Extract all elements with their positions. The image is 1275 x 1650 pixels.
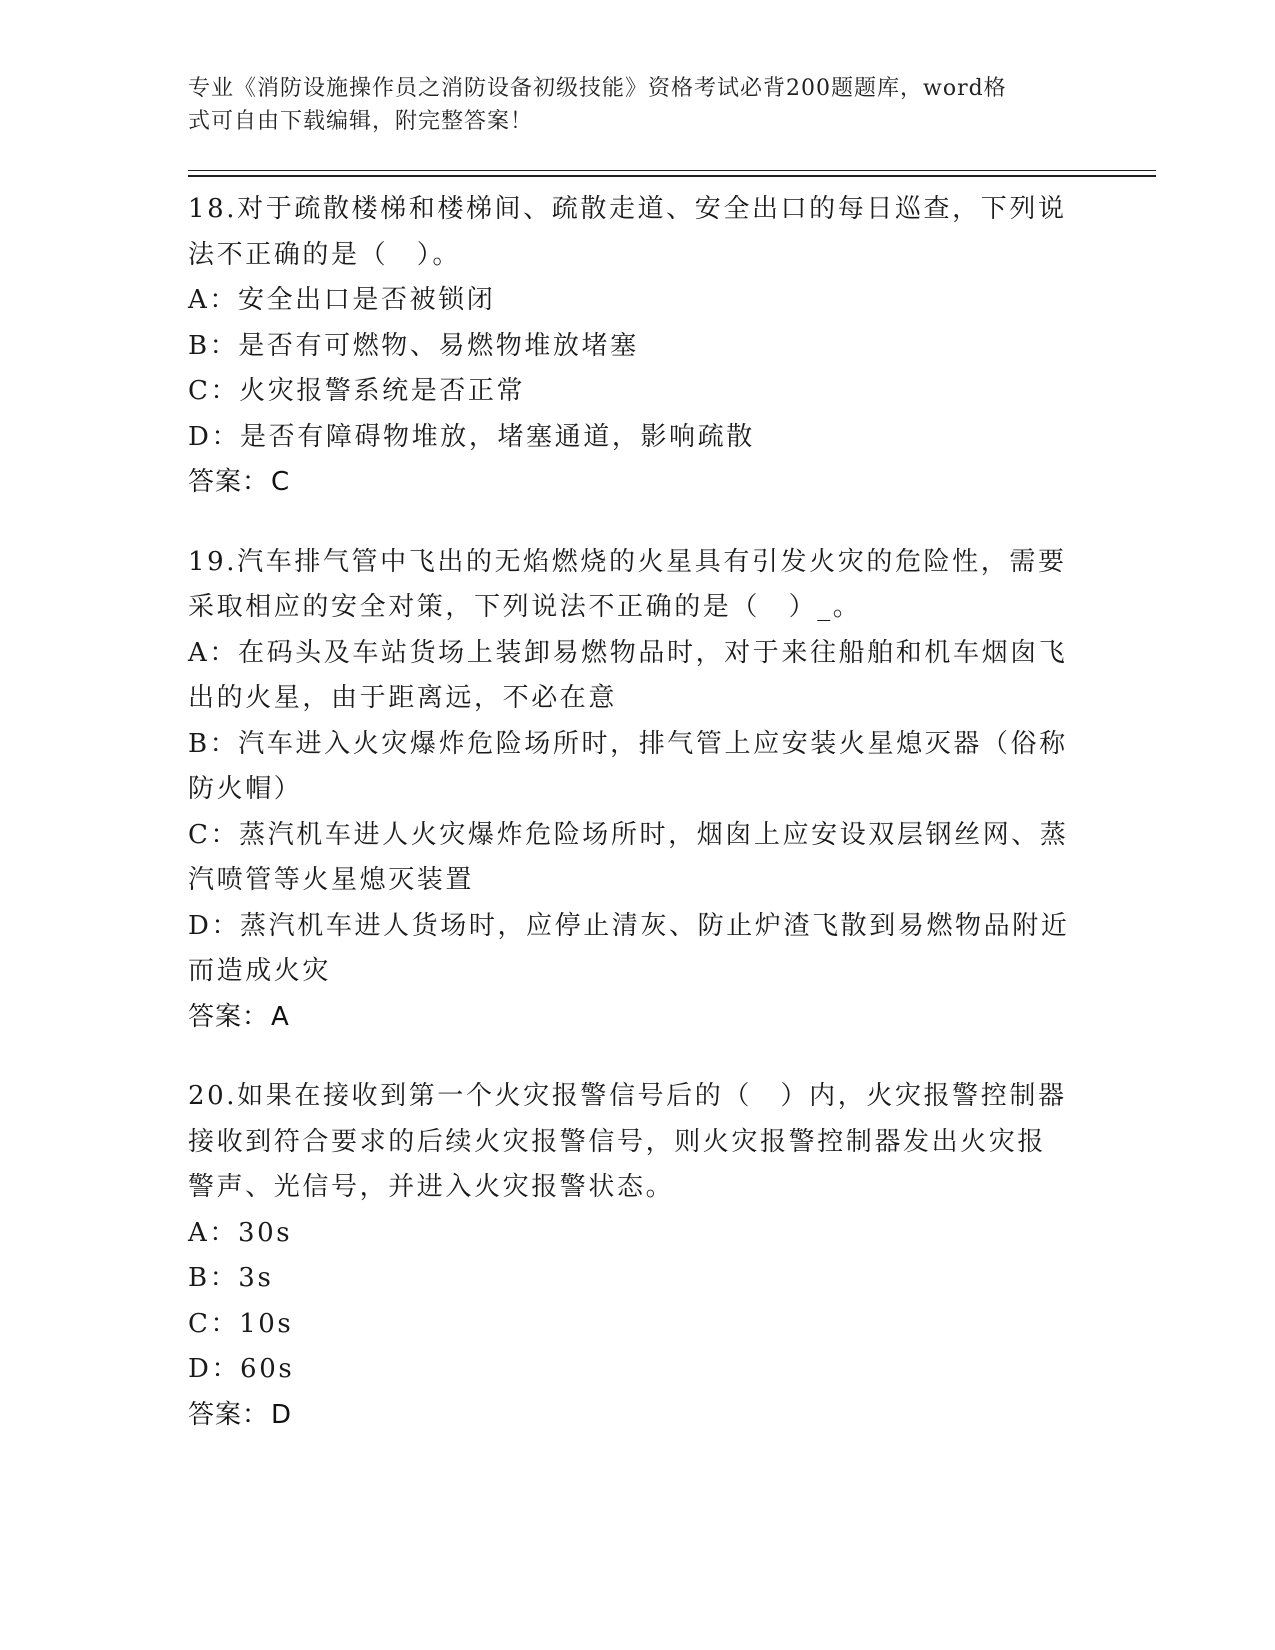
answer-option-line: 出的火星，由于距离远，不必在意 bbox=[188, 683, 618, 713]
answer-option-line: D：蒸汽机车进人货场时，应停止清灰、防止炉渣飞散到易燃物品附近 bbox=[188, 910, 1070, 941]
header-line-2: 式可自由下载编辑，附完整答案！ bbox=[188, 109, 534, 134]
question-block bbox=[188, 187, 1078, 506]
answer-option-line: C：蒸汽机车进人火灾爆炸危险场所时，烟囱上应安设双层钢丝网、蒸 bbox=[188, 819, 1069, 850]
question-block bbox=[188, 540, 1078, 1041]
answer-option-line: B：汽车进入火灾爆炸危险场所时，排气管上应安装火星熄灭器（俗称 bbox=[188, 728, 1068, 759]
answer-option-line: C：火灾报警系统是否正常 bbox=[188, 376, 526, 406]
answer-option-line: 汽喷管等火星熄灭装置 bbox=[188, 865, 475, 895]
answer-option-line: B：是否有可燃物、易燃物堆放堵塞 bbox=[188, 330, 639, 361]
answer-key bbox=[188, 460, 1078, 506]
answer-label: 答案： bbox=[188, 1001, 270, 1032]
answer-label: 答案： bbox=[188, 467, 270, 497]
answer-option-line: 而造成火灾 bbox=[188, 956, 332, 986]
answer-key bbox=[188, 995, 1078, 1041]
question-stem-line: 法不正确的是（ ）。 bbox=[188, 239, 462, 270]
answer-option-line: A：在码头及车站货场上装卸易燃物品时，对于来往船舶和机车烟囱飞 bbox=[188, 637, 1068, 668]
answer-value: C bbox=[271, 467, 291, 497]
answer-option-line: A：安全出口是否被锁闭 bbox=[188, 285, 496, 315]
question-stem-line: 19.汽车排气管中飞出的无焰燃烧的火星具有引发火灾的危险性，需要 bbox=[188, 546, 1067, 577]
answer-value: D bbox=[271, 1399, 293, 1430]
answer-option-line: B：3s bbox=[188, 1263, 274, 1293]
question-stem-line: 接收到符合要求的后续火灾报警信号，则火灾报警控制器发出火灾报 bbox=[188, 1126, 1047, 1157]
document-header bbox=[188, 72, 1068, 138]
answer-option-line: 防火帽） bbox=[188, 774, 303, 804]
answer-option-line: D：60s bbox=[188, 1354, 295, 1384]
question-stem-line: 20.如果在接收到第一个火灾报警信号后的（ ）内，火灾报警控制器 bbox=[188, 1081, 1067, 1111]
answer-option-line: C：10s bbox=[188, 1308, 294, 1339]
answer-key bbox=[188, 1393, 1078, 1439]
header-divider-top bbox=[188, 170, 1156, 171]
answer-option-line: D：是否有障碍物堆放，堵塞通道，影响疏散 bbox=[188, 421, 755, 452]
question-block bbox=[188, 1074, 1078, 1438]
question-stem-line: 警声、光信号，并进入火灾报警状态。 bbox=[188, 1172, 675, 1202]
answer-value: A bbox=[271, 1001, 290, 1032]
question-list bbox=[188, 187, 1078, 1472]
answer-label: 答案： bbox=[188, 1399, 270, 1430]
answer-option-line: A：30s bbox=[188, 1217, 293, 1248]
header-line-1: 专业《消防设施操作员之消防设备初级技能》资格考试必背200题题库，word格 bbox=[188, 76, 1007, 101]
question-stem-line: 18.对于疏散楼梯和楼梯间、疏散走道、安全出口的每日巡查，下列说 bbox=[188, 194, 1067, 224]
question-stem-line: 采取相应的安全对策，下列说法不正确的是（ ）_。 bbox=[188, 592, 862, 622]
header-divider-bottom bbox=[188, 175, 1156, 177]
